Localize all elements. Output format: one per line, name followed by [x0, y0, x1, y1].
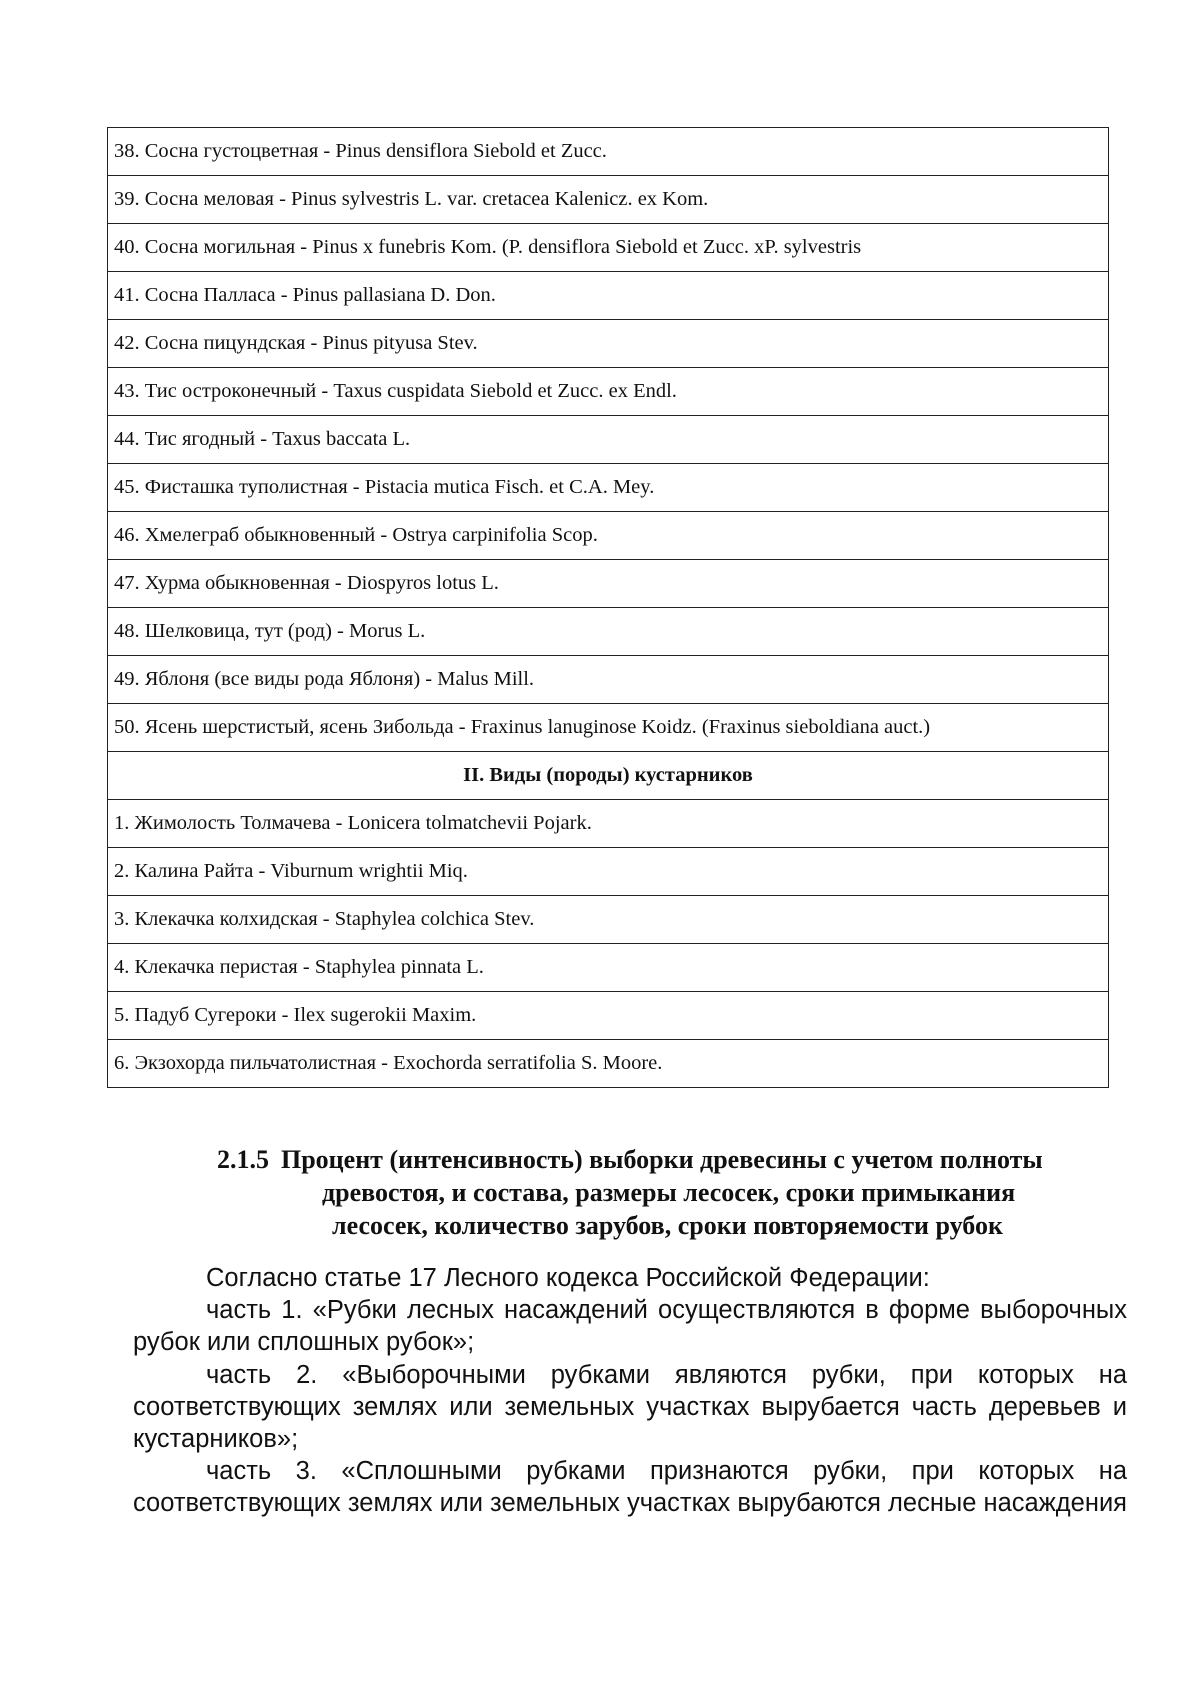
table-cell: 50. Ясень шерстистый, ясень Зибольда - Fraxinus lanuginose Koidz. (Fraxinus sieboldiana auct.) — [108, 704, 1109, 752]
table-row — [108, 368, 1109, 416]
table-cell: 43. Тис остроконечный - Taxus cuspidata Siebold et Zucc. ex Endl. — [108, 368, 1109, 416]
table-row — [108, 416, 1109, 464]
table-row — [108, 272, 1109, 320]
table-row — [108, 512, 1109, 560]
table-cell: 46. Хмелеграб обыкновенный - Ostrya carpinifolia Scop. — [108, 512, 1109, 560]
table-cell: 45. Фисташка туполистная - Pistacia mutica Fisch. et C.A. Mey. — [108, 464, 1109, 512]
table-row — [108, 1040, 1109, 1088]
table-cell: 3. Клекачка колхидская - Staphylea colchica Stev. — [108, 896, 1109, 944]
table-cell: 44. Тис ягодный - Taxus baccata L. — [108, 416, 1109, 464]
table-cell: 41. Сосна Палласа - Pinus pallasiana D. Don. — [108, 272, 1109, 320]
table-cell: 48. Шелковица, тут (род) - Morus L. — [108, 608, 1109, 656]
table-cell: 6. Экзохорда пильчатолистная - Exochorda serratifolia S. Moore. — [108, 1040, 1109, 1088]
table-row — [108, 560, 1109, 608]
table-cell: 38. Сосна густоцветная - Pinus densiflora Siebold et Zucc. — [108, 128, 1109, 176]
section-title-part-3: лесосек, количество зарубов, сроки повторяемости рубок — [332, 1211, 1003, 1240]
table-row — [108, 896, 1109, 944]
table-cell: 2. Калина Райта - Viburnum wrightii Miq. — [108, 848, 1109, 896]
section-heading — [150, 1143, 1150, 1242]
section-title-part-1: Процент (интенсивность) выборки древесины с учетом полноты — [281, 1145, 1043, 1174]
table-cell: 47. Хурма обыкновенная - Diospyros lotus L. — [108, 560, 1109, 608]
table-row — [108, 224, 1109, 272]
paragraph: часть 2. «Выборочными рубками являются рубки, при которых на соответствующих землях или земельных участках вырубается часть деревьев и кустарников»; — [133, 1360, 1127, 1454]
table-cell: 42. Сосна пицундская - Pinus pityusa Stev. — [108, 320, 1109, 368]
protected-species-table — [107, 127, 1109, 1088]
table-row — [108, 800, 1109, 848]
paragraph: часть 3. «Сплошными рубками признаются рубки, при которых на соответствующих землях или земельных участках вырубаются лесные насаждения — [133, 1457, 1127, 1518]
table-row — [108, 848, 1109, 896]
table-row — [108, 944, 1109, 992]
section-heading-line-1 — [150, 1143, 1150, 1176]
paragraph: часть 1. «Рубки лесных насаждений осуществляются в форме выборочных рубок или сплошных рубок»; — [133, 1296, 1127, 1357]
table-cell: 49. Яблоня (все виды рода Яблоня) - Malus Mill. — [108, 656, 1109, 704]
table-cell: 40. Сосна могильная - Pinus x funebris Kom. (P. densiflora Siebold et Zucc. xP. sylvestris — [108, 224, 1109, 272]
table-cell: 5. Падуб Сугероки - Ilex sugerokii Maxim. — [108, 992, 1109, 1040]
table-cell: 4. Клекачка перистая - Staphylea pinnata L. — [108, 944, 1109, 992]
table-row — [108, 320, 1109, 368]
shrubs-section-heading: II. Виды (породы) кустарников — [108, 752, 1109, 800]
table-row — [108, 128, 1109, 176]
table-cell: 1. Жимолость Толмачева - Lonicera tolmatchevii Pojark. — [108, 800, 1109, 848]
table-row — [108, 704, 1109, 752]
section-number: 2.1.5 — [217, 1145, 269, 1174]
table-section-row — [108, 752, 1109, 800]
table-cell: 39. Сосна меловая - Pinus sylvestris L. var. cretacea Kalenicz. ex Kom. — [108, 176, 1109, 224]
paragraph: Согласно статье 17 Лесного кодекса Российской Федерации: — [206, 1264, 930, 1292]
table-row — [108, 464, 1109, 512]
section-title-part-2: древостоя, и состава, размеры лесосек, сроки примыкания — [322, 1178, 1016, 1207]
table-row — [108, 176, 1109, 224]
table-row — [108, 992, 1109, 1040]
table-row — [108, 608, 1109, 656]
body-text — [133, 1262, 1127, 1520]
table-row — [108, 656, 1109, 704]
